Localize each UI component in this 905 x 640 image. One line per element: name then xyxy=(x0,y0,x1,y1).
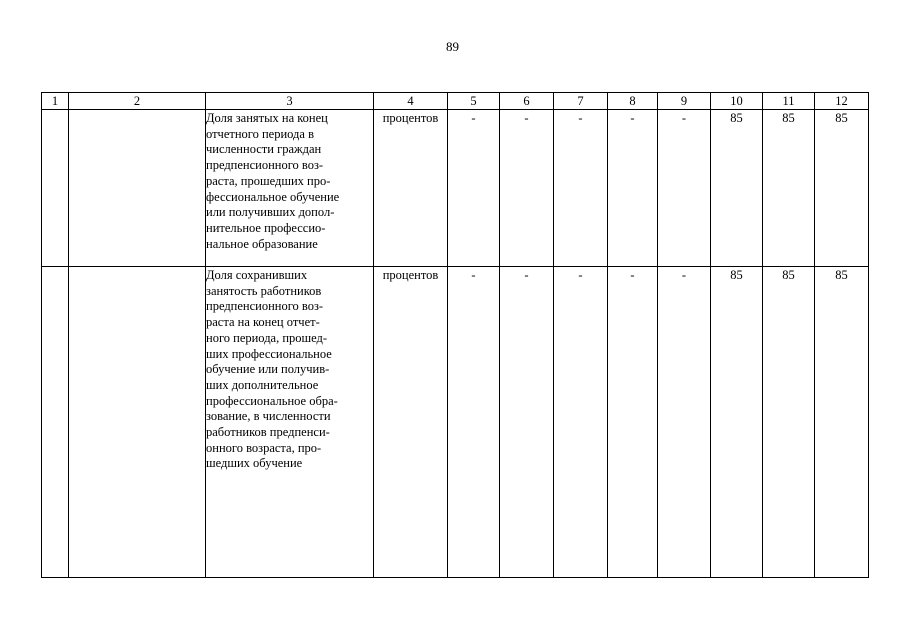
column-header: 7 xyxy=(554,93,608,110)
table-header-row xyxy=(42,93,869,110)
value-cell: - xyxy=(608,267,658,578)
value-cell: 85 xyxy=(763,110,815,267)
value-cell: 85 xyxy=(815,110,869,267)
column-header: 8 xyxy=(608,93,658,110)
column-header: 1 xyxy=(42,93,69,110)
value-cell: - xyxy=(448,267,500,578)
table-cell-number xyxy=(42,110,69,267)
indicator-cell xyxy=(206,110,374,267)
value-cell: 85 xyxy=(711,110,763,267)
indicator-text: Доля сохранивших занятость работников предпенсионного воз- раста на конец отчет- ного периода, прошед- ших профессиональное обучение или получив- ших дополнительное профессиональное обра- зование, в численности работников предпенси- онного возраста, про- шедших обучение xyxy=(206,268,338,471)
unit-cell: процентов xyxy=(374,267,448,578)
indicators-table xyxy=(41,92,869,578)
value-cell: - xyxy=(658,267,711,578)
column-header: 2 xyxy=(69,93,206,110)
value-cell: - xyxy=(608,110,658,267)
column-header: 4 xyxy=(374,93,448,110)
column-header: 10 xyxy=(711,93,763,110)
page-number: 89 xyxy=(446,39,459,54)
table-row xyxy=(42,267,869,578)
value-cell: - xyxy=(448,110,500,267)
table-row xyxy=(42,110,869,267)
column-header: 6 xyxy=(500,93,554,110)
indicator-cell xyxy=(206,267,374,578)
value-cell: - xyxy=(500,267,554,578)
column-header: 3 xyxy=(206,93,374,110)
value-cell: - xyxy=(554,110,608,267)
value-cell: - xyxy=(658,110,711,267)
table-cell-name xyxy=(69,267,206,578)
value-cell: 85 xyxy=(711,267,763,578)
column-header: 5 xyxy=(448,93,500,110)
value-cell: - xyxy=(554,267,608,578)
value-cell: 85 xyxy=(763,267,815,578)
value-cell: 85 xyxy=(815,267,869,578)
indicator-text: Доля занятых на конец отчетного периода в численности граждан предпенсионного воз- раста, прошедших про- фессиональное обучение или получивших допол- нительное профессио- нальное образование xyxy=(206,111,340,251)
column-header: 11 xyxy=(763,93,815,110)
table-cell-name xyxy=(69,110,206,267)
table-cell-number xyxy=(42,267,69,578)
column-header: 9 xyxy=(658,93,711,110)
unit-cell: процентов xyxy=(374,110,448,267)
value-cell: - xyxy=(500,110,554,267)
column-header: 12 xyxy=(815,93,869,110)
